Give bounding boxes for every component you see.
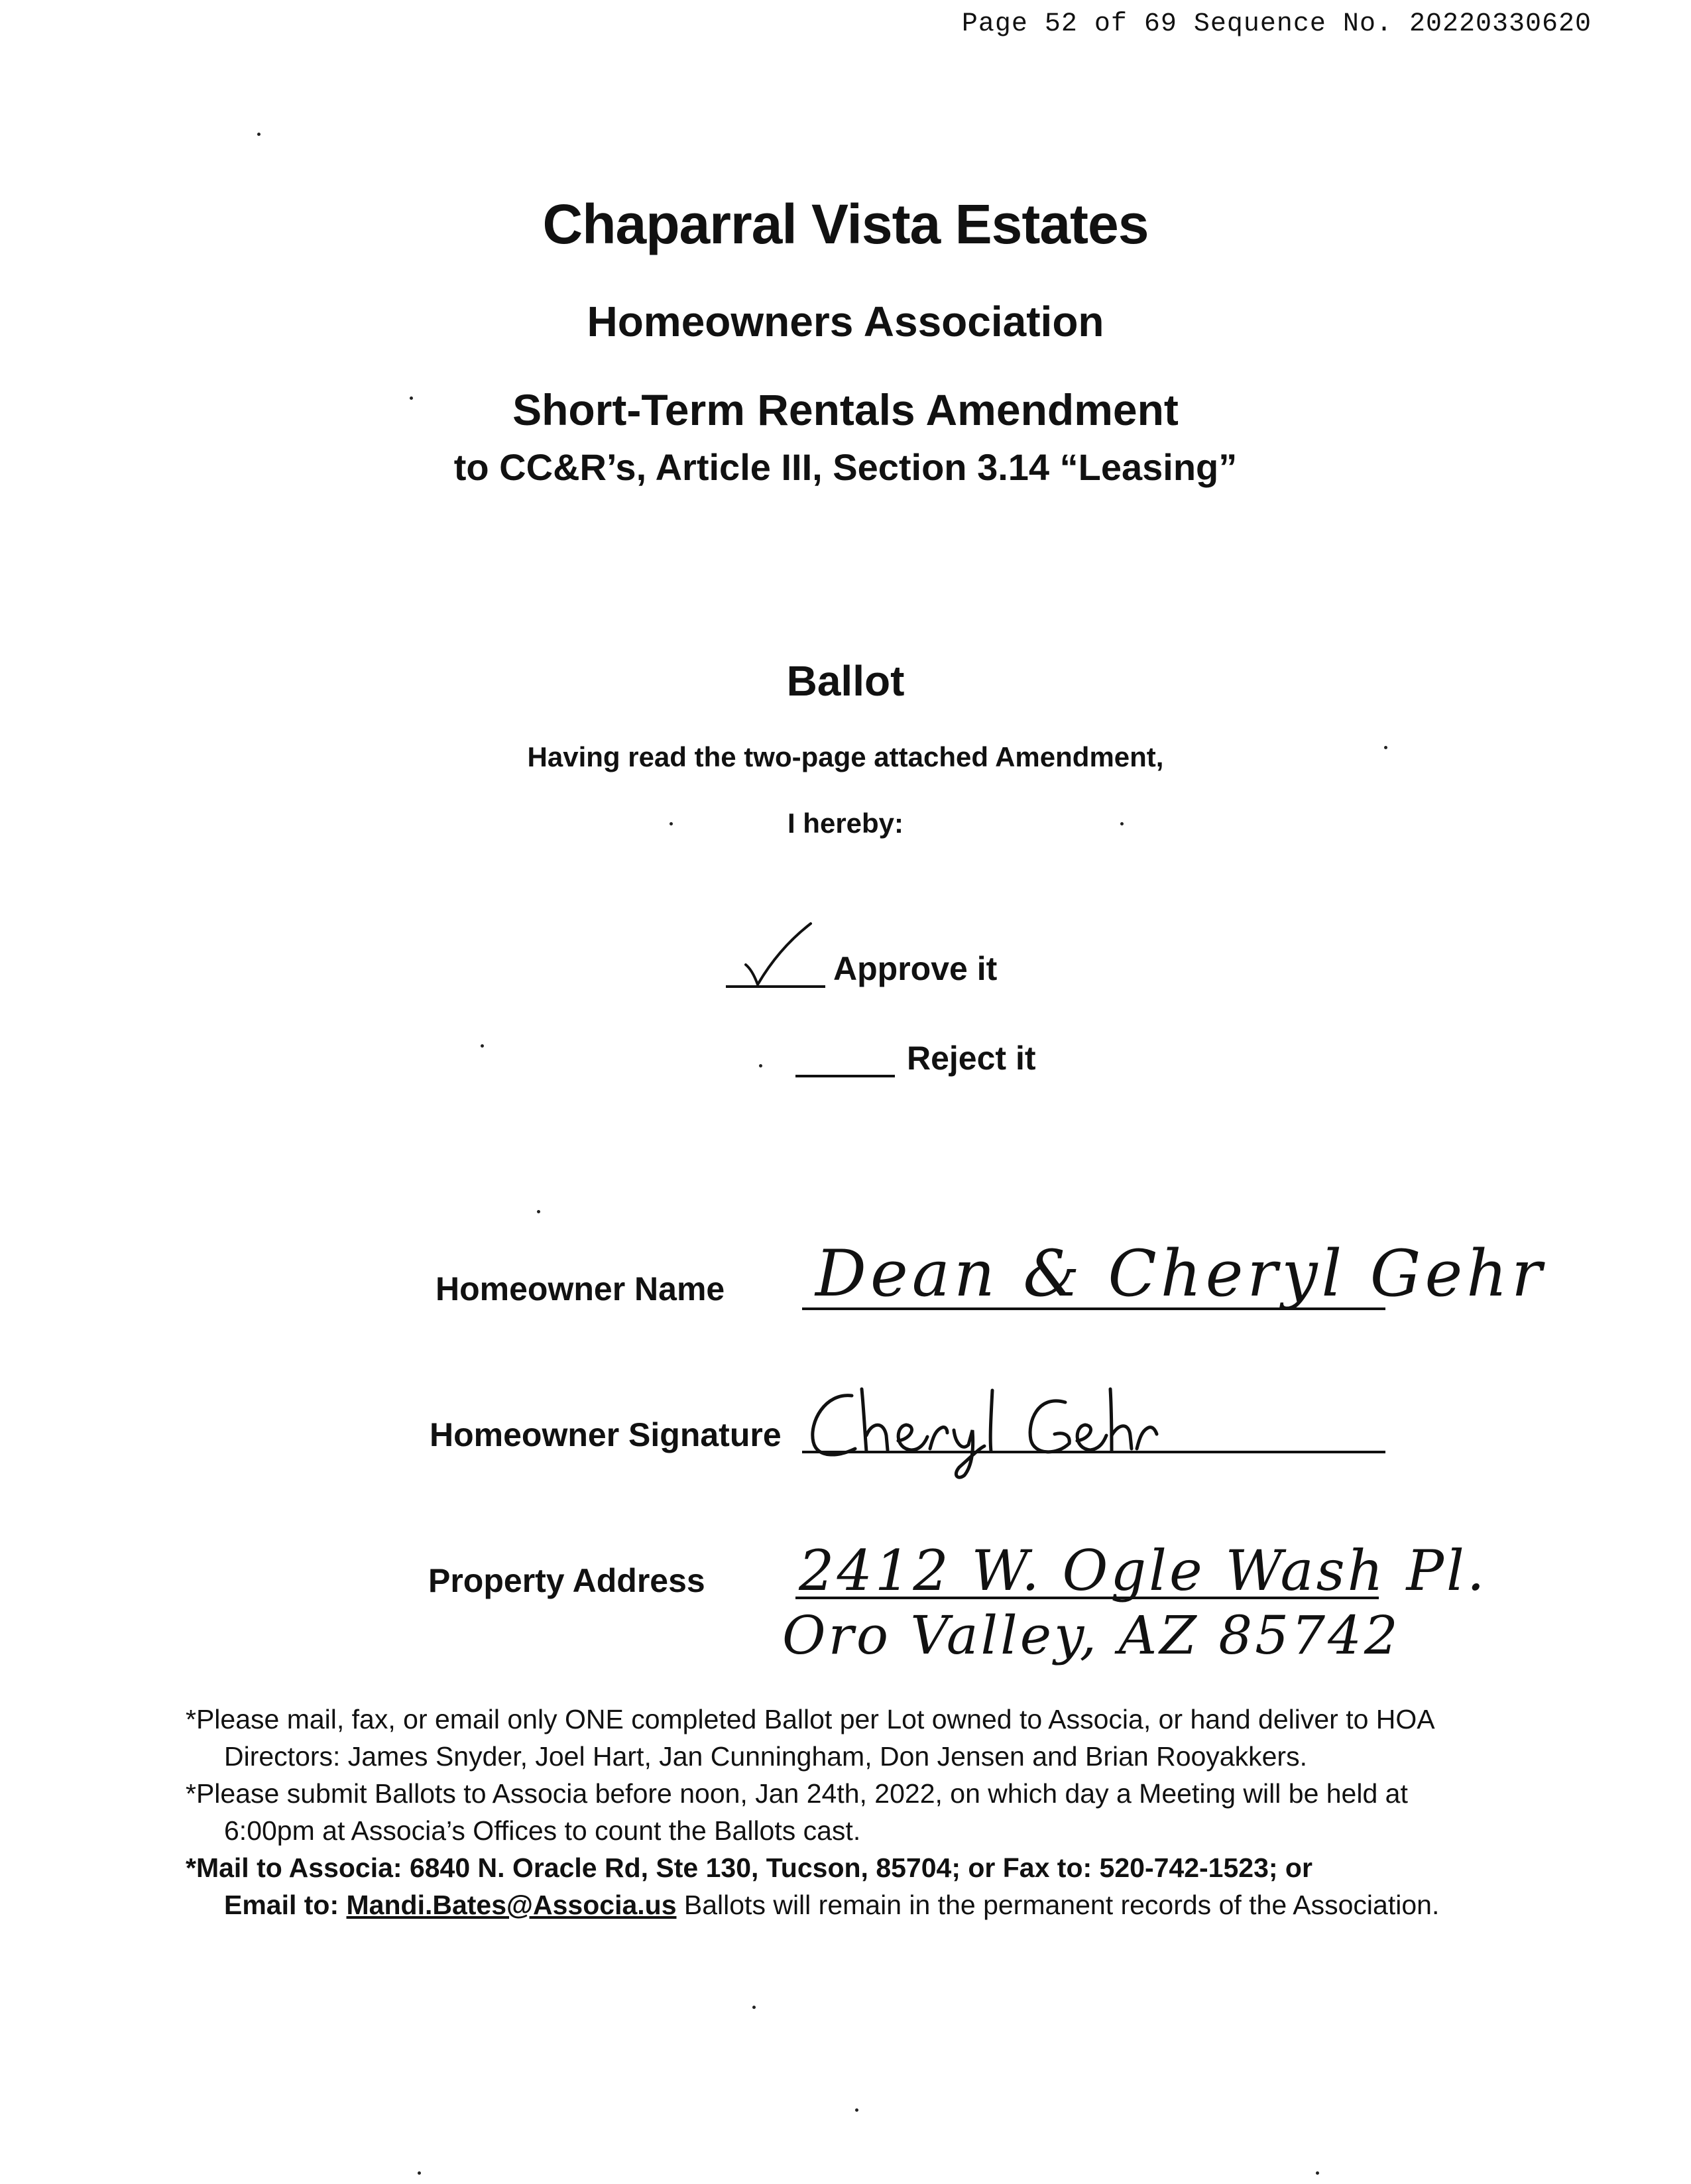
instruction-delivery-line1: *Please mail, fax, or email only ONE completed Ballot per Lot owned to Associa, or hand deliver to HOA [186,1704,1435,1734]
property-address-label: Property Address [428,1562,705,1599]
instruction-contact [186,1849,1525,1923]
property-address-line2: Oro Valley, AZ 85742 [782,1605,1401,1666]
ballot-instructions [186,1701,1525,1923]
scan-speck [1120,822,1124,825]
records-notice: Ballots will remain in the permanent records of the Association. [676,1890,1440,1920]
scan-speck [1384,746,1387,749]
scan-speck [257,133,261,136]
scan-speck [481,1044,484,1048]
approve-label: Approve it [833,950,998,987]
email-prefix: Email to: [224,1890,347,1920]
scan-speck [759,1064,762,1067]
association-title: Chaparral Vista Estates [542,193,1149,255]
homeowner-signature [805,1382,1177,1482]
approve-option[interactable] [726,941,1031,988]
scan-speck [670,822,673,825]
amendment-reference: to CC&R’s, Article III, Section 3.14 “Leasing” [453,446,1238,488]
scan-speck [410,396,413,400]
homeowner-signature-label: Homeowner Signature [430,1416,782,1453]
scan-speck [537,1210,540,1213]
ballot-heading: Ballot [786,657,905,705]
property-address-line1: 2412 W. Ogle Wash Pl. [799,1538,1487,1603]
scan-speck [855,2108,858,2112]
associa-email-link[interactable]: Mandi.Bates@Associa.us [346,1890,677,1920]
scan-speck [418,2171,421,2175]
instruction-deadline-line1: *Please submit Ballots to Associa before noon, Jan 24th, 2022, on which day a Meeting will be held at [186,1778,1408,1809]
scan-speck [1316,2171,1319,2175]
instruction-deadline [186,1775,1525,1849]
reject-option[interactable] [795,1031,1100,1077]
page-sequence-header: Page 52 of 69 Sequence No. 20220330620 [961,9,1592,39]
association-subtitle: Homeowners Association [587,298,1104,345]
amendment-title: Short-Term Rentals Amendment [512,385,1179,434]
approve-blank[interactable] [726,985,825,988]
instruction-contact-line1: *Mail to Associa: 6840 N. Oracle Rd, Ste 130, Tucson, 85704; or Fax to: 520-742-1523; or [186,1852,1312,1883]
instruction-deadline-line2: 6:00pm at Associa’s Offices to count the Ballots cast. [224,1815,861,1846]
ballot-intro-line1: Having read the two-page attached Amendment, [527,741,1164,772]
homeowner-name-value: Dean & Cheryl Gehr [815,1237,1546,1311]
instruction-delivery [186,1701,1525,1775]
instruction-delivery-line2: Directors: James Snyder, Joel Hart, Jan Cunningham, Don Jensen and Brian Rooyakkers. [224,1741,1307,1772]
ballot-intro-line2: I hereby: [787,808,904,839]
reject-blank[interactable] [795,1075,895,1077]
reject-label: Reject it [907,1040,1036,1077]
instruction-contact-line2 [186,1886,1525,1923]
homeowner-name-label: Homeowner Name [436,1270,725,1307]
scan-speck [752,2006,756,2009]
